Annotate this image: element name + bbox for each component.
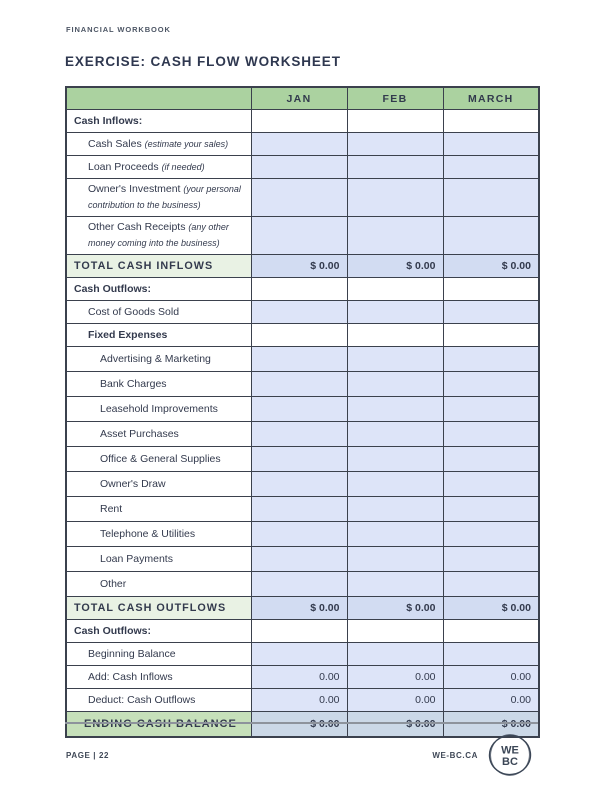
value-cell: 0.00 (347, 666, 443, 689)
value-cell (347, 643, 443, 666)
value-cell: $ 0.00 (443, 597, 539, 620)
column-header (66, 87, 251, 110)
value-cell: $ 0.00 (443, 712, 539, 738)
table-row (66, 522, 539, 547)
row-label-text: Loan Proceeds (88, 161, 159, 173)
value-cell: $ 0.00 (251, 712, 347, 738)
value-cell (251, 422, 347, 447)
row-label-text: Leasehold Improvements (100, 403, 218, 415)
table-row (66, 156, 539, 179)
row-label (66, 447, 251, 472)
value-cell (251, 522, 347, 547)
value-cell: $ 0.00 (443, 255, 539, 278)
value-cell (347, 620, 443, 643)
row-label-text: Beginning Balance (88, 648, 176, 660)
row-label-text: Fixed Expenses (88, 329, 168, 341)
value-cell (443, 347, 539, 372)
row-label (66, 156, 251, 179)
row-label-text: Telephone & Utilities (100, 528, 196, 540)
value-cell (443, 547, 539, 572)
value-cell (347, 179, 443, 217)
table-row (66, 179, 539, 217)
value-cell: 0.00 (443, 689, 539, 712)
logo-text-top: WE (501, 744, 519, 757)
table-row (66, 643, 539, 666)
value-cell (347, 497, 443, 522)
table-row (66, 397, 539, 422)
row-label (66, 689, 251, 712)
row-label (66, 110, 251, 133)
row-label (66, 179, 251, 217)
row-label-text: Owner's Draw (100, 478, 166, 490)
table-row (66, 324, 539, 347)
row-label-note: (if needed) (161, 162, 205, 172)
table-row (66, 547, 539, 572)
row-label (66, 255, 251, 278)
value-cell (443, 278, 539, 301)
row-label (66, 217, 251, 255)
table-row (66, 278, 539, 301)
table-row (66, 447, 539, 472)
value-cell: 0.00 (251, 689, 347, 712)
value-cell (443, 372, 539, 397)
column-header: JAN (251, 87, 347, 110)
value-cell: 0.00 (347, 689, 443, 712)
table-row (66, 597, 539, 620)
workbook-eyebrow: FINANCIAL WORKBOOK (66, 25, 171, 34)
column-header: MARCH (443, 87, 539, 110)
row-label-text: Add: Cash Inflows (88, 671, 173, 683)
row-label-text: Office & General Supplies (100, 453, 221, 465)
row-label (66, 472, 251, 497)
row-label-text: ENDING CASH BALANCE (84, 718, 237, 730)
table-row (66, 497, 539, 522)
value-cell: 0.00 (251, 666, 347, 689)
table-row (66, 572, 539, 597)
value-cell (251, 447, 347, 472)
value-cell (443, 324, 539, 347)
value-cell (251, 372, 347, 397)
row-label-text: Other Cash Receipts (88, 221, 186, 234)
value-cell (443, 217, 539, 255)
row-label-note: (your personal contribution to the business) (88, 184, 241, 210)
footer-divider (65, 722, 538, 724)
row-label (66, 666, 251, 689)
row-label-note: (any other money coming into the business) (88, 222, 229, 248)
value-cell (443, 522, 539, 547)
value-cell (251, 347, 347, 372)
value-cell (251, 324, 347, 347)
value-cell (251, 547, 347, 572)
value-cell (251, 472, 347, 497)
value-cell (443, 301, 539, 324)
row-label (66, 522, 251, 547)
table-row (66, 372, 539, 397)
value-cell (347, 522, 443, 547)
row-label-text: Other (100, 578, 127, 590)
row-label-text: Advertising & Marketing (100, 353, 211, 365)
table-row (66, 110, 539, 133)
row-label-text: Owner's Investment (88, 183, 181, 196)
value-cell (347, 372, 443, 397)
table-row (66, 472, 539, 497)
value-cell (251, 156, 347, 179)
value-cell (443, 110, 539, 133)
value-cell: $ 0.00 (347, 597, 443, 620)
cash-flow-table (65, 86, 540, 738)
webc-logo-icon (487, 732, 533, 778)
value-cell (347, 278, 443, 301)
value-cell (251, 397, 347, 422)
website-url: WE-BC.CA (432, 751, 478, 760)
value-cell (443, 472, 539, 497)
value-cell (251, 572, 347, 597)
value-cell: 0.00 (443, 666, 539, 689)
value-cell (347, 301, 443, 324)
value-cell (347, 217, 443, 255)
row-label-text: Cash Outflows: (74, 283, 152, 295)
row-label (66, 347, 251, 372)
value-cell (347, 572, 443, 597)
value-cell (347, 110, 443, 133)
value-cell (347, 472, 443, 497)
value-cell (347, 422, 443, 447)
value-cell: $ 0.00 (347, 712, 443, 738)
value-cell (251, 301, 347, 324)
table-row (66, 133, 539, 156)
value-cell: $ 0.00 (251, 597, 347, 620)
value-cell (251, 643, 347, 666)
value-cell (251, 497, 347, 522)
row-label (66, 278, 251, 301)
row-label (66, 712, 251, 738)
value-cell: $ 0.00 (347, 255, 443, 278)
row-label (66, 620, 251, 643)
row-label (66, 572, 251, 597)
value-cell (251, 133, 347, 156)
row-label (66, 547, 251, 572)
table-row (66, 666, 539, 689)
row-label-text: Cash Outflows: (74, 625, 152, 637)
row-label (66, 133, 251, 156)
value-cell (443, 179, 539, 217)
table-row (66, 422, 539, 447)
row-label (66, 372, 251, 397)
row-label-text: Cash Inflows: (74, 115, 143, 127)
value-cell (347, 447, 443, 472)
row-label-text: Cost of Goods Sold (88, 306, 180, 318)
table-row (66, 620, 539, 643)
value-cell: $ 0.00 (251, 255, 347, 278)
table-row (66, 689, 539, 712)
row-label-text: Loan Payments (100, 553, 173, 565)
value-cell (347, 133, 443, 156)
value-cell (443, 447, 539, 472)
table-row (66, 347, 539, 372)
value-cell (251, 110, 347, 133)
value-cell (443, 497, 539, 522)
row-label (66, 422, 251, 447)
row-label (66, 597, 251, 620)
table-header (66, 87, 539, 110)
value-cell (251, 217, 347, 255)
table-row (66, 301, 539, 324)
row-label (66, 397, 251, 422)
value-cell (251, 620, 347, 643)
row-label-note: (estimate your sales) (144, 139, 229, 149)
column-header: FEB (347, 87, 443, 110)
value-cell (347, 347, 443, 372)
row-label-text: Rent (100, 503, 123, 515)
row-label-text: Cash Sales (88, 138, 142, 150)
value-cell (251, 278, 347, 301)
row-label (66, 497, 251, 522)
row-label (66, 301, 251, 324)
value-cell (443, 397, 539, 422)
value-cell (251, 179, 347, 217)
value-cell (347, 156, 443, 179)
row-label-text: TOTAL CASH OUTFLOWS (74, 602, 227, 614)
column-header-row (66, 87, 539, 110)
row-label-text: Deduct: Cash Outflows (88, 694, 196, 706)
row-label-text: Asset Purchases (100, 428, 179, 440)
value-cell (443, 133, 539, 156)
value-cell (347, 547, 443, 572)
page-number: PAGE | 22 (66, 751, 110, 760)
value-cell (443, 422, 539, 447)
table-row (66, 255, 539, 278)
value-cell (347, 324, 443, 347)
value-cell (443, 572, 539, 597)
value-cell (443, 156, 539, 179)
row-label-text: TOTAL CASH INFLOWS (74, 260, 214, 272)
table-row (66, 712, 539, 738)
value-cell (443, 620, 539, 643)
page-title: EXERCISE: CASH FLOW WORKSHEET (65, 54, 341, 69)
table-row (66, 217, 539, 255)
row-label (66, 643, 251, 666)
row-label (66, 324, 251, 347)
row-label-text: Bank Charges (100, 378, 167, 390)
value-cell (443, 643, 539, 666)
value-cell (347, 397, 443, 422)
logo-text-bottom: BC (502, 756, 518, 768)
